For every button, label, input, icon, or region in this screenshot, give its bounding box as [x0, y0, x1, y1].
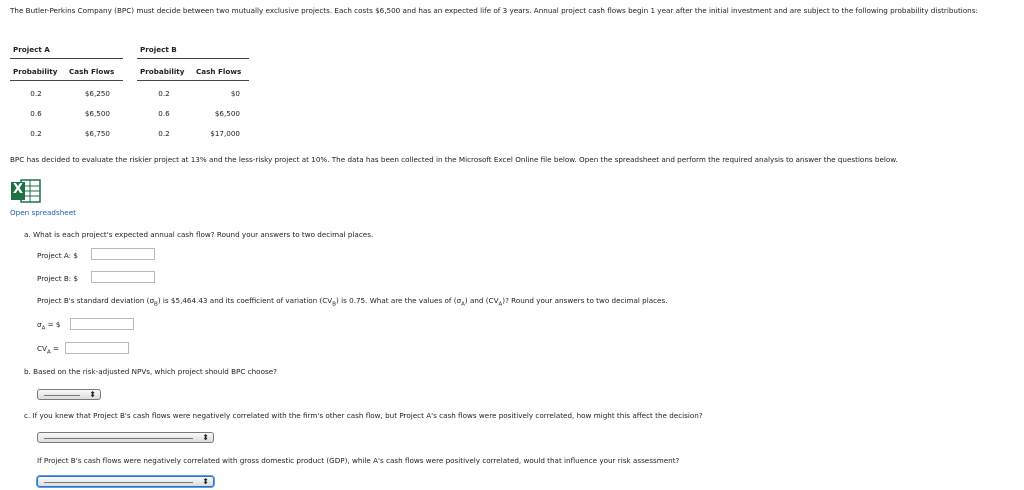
sigma-a-input[interactable]: [70, 318, 134, 330]
table-row: 0.2: [30, 129, 42, 138]
select-placeholder-line: [44, 395, 80, 396]
select-arrow-icon: ⬍: [89, 390, 96, 399]
evaluate-instructions: BPC has decided to evaluate the riskier project at 13% and the less-risky project at 10%. The data has been collected in the Microsoft Excel Online file below. Open the spreadsheet and perform the required analysis to answer the questions below.: [10, 155, 898, 164]
table-row: $6,500: [84, 109, 110, 118]
project-a-title: Project A: [13, 45, 50, 54]
gdp-risk-select[interactable]: [37, 476, 214, 487]
question-c: c. If you knew that Project B's cash flows were negatively correlated with the firm's other cash flow, but Project A's cash flows were positively correlated, how might this affect the decision?: [24, 411, 703, 420]
table-a-header-rule: [10, 80, 123, 81]
project-a-col-probability: Probability: [13, 67, 58, 76]
table-row: 0.2: [158, 89, 170, 98]
project-a-answer-label: Project A: $: [37, 251, 78, 260]
cv-a-label: $CV_A$ =: [37, 344, 60, 356]
table-row: $0: [230, 89, 240, 98]
open-spreadsheet-link[interactable]: Open spreadsheet: [10, 208, 76, 217]
select-arrow-icon: ⬍: [202, 433, 209, 442]
project-b-title: Project B: [140, 45, 177, 54]
problem-intro: The Butler-Perkins Company (BPC) must decide between two mutually exclusive projects. Each costs $6,500 and has an expected life of 3 years. Annual project cash flows begin 1 year after the initial investment and are subject to the following probability distributions:: [10, 6, 978, 15]
select-arrow-icon: ⬍: [202, 477, 209, 486]
project-a-col-cashflows: Cash Flows: [69, 67, 115, 76]
table-a-top-rule: [10, 58, 123, 59]
project-b-col-cashflows: Cash Flows: [196, 67, 242, 76]
table-b-header-rule: [137, 80, 249, 81]
sigma-a-label: $\sigma_A$ = $: [37, 320, 61, 332]
table-row: 0.6: [158, 109, 170, 118]
select-placeholder-line: [44, 482, 193, 483]
project-choice-select[interactable]: [37, 389, 101, 400]
correlation-effect-select[interactable]: [37, 432, 214, 443]
table-row: $6,500: [214, 109, 240, 118]
project-b-col-probability: Probability: [140, 67, 185, 76]
question-b: b. Based on the risk-adjusted NPVs, which project should BPC choose?: [24, 367, 277, 376]
table-row: $6,750: [84, 129, 110, 138]
project-b-expected-cf-input[interactable]: [91, 271, 155, 283]
excel-icon[interactable]: [10, 178, 42, 204]
std-deviation-question: Project B's standard deviation $(\sigma_B)$ is $5,464.43 and its coefficient of variation $(CV_B)$ is 0.75. What are the values of $(\sigma_A)$ and $(CV_A)$? Round your answers to two decimal places.: [37, 296, 668, 308]
excel-icon-letter: X: [13, 182, 24, 197]
table-row: 0.6: [30, 109, 42, 118]
project-b-answer-label: Project B: $: [37, 274, 79, 283]
project-a-expected-cf-input[interactable]: [91, 248, 155, 260]
table-row: $17,000: [210, 129, 240, 138]
table-row: $6,250: [84, 89, 110, 98]
table-row: 0.2: [158, 129, 170, 138]
cv-a-input[interactable]: [65, 342, 129, 354]
table-b-top-rule: [137, 58, 249, 59]
table-row: 0.2: [30, 89, 42, 98]
select-placeholder-line: [44, 438, 193, 439]
question-c-gdp: If Project B's cash flows were negatively correlated with gross domestic product (GDP), while A's cash flows were positively correlated, would that influence your risk assessment?: [37, 456, 680, 465]
question-a: a. What is each project's expected annual cash flow? Round your answers to two decimal places.: [24, 230, 374, 239]
